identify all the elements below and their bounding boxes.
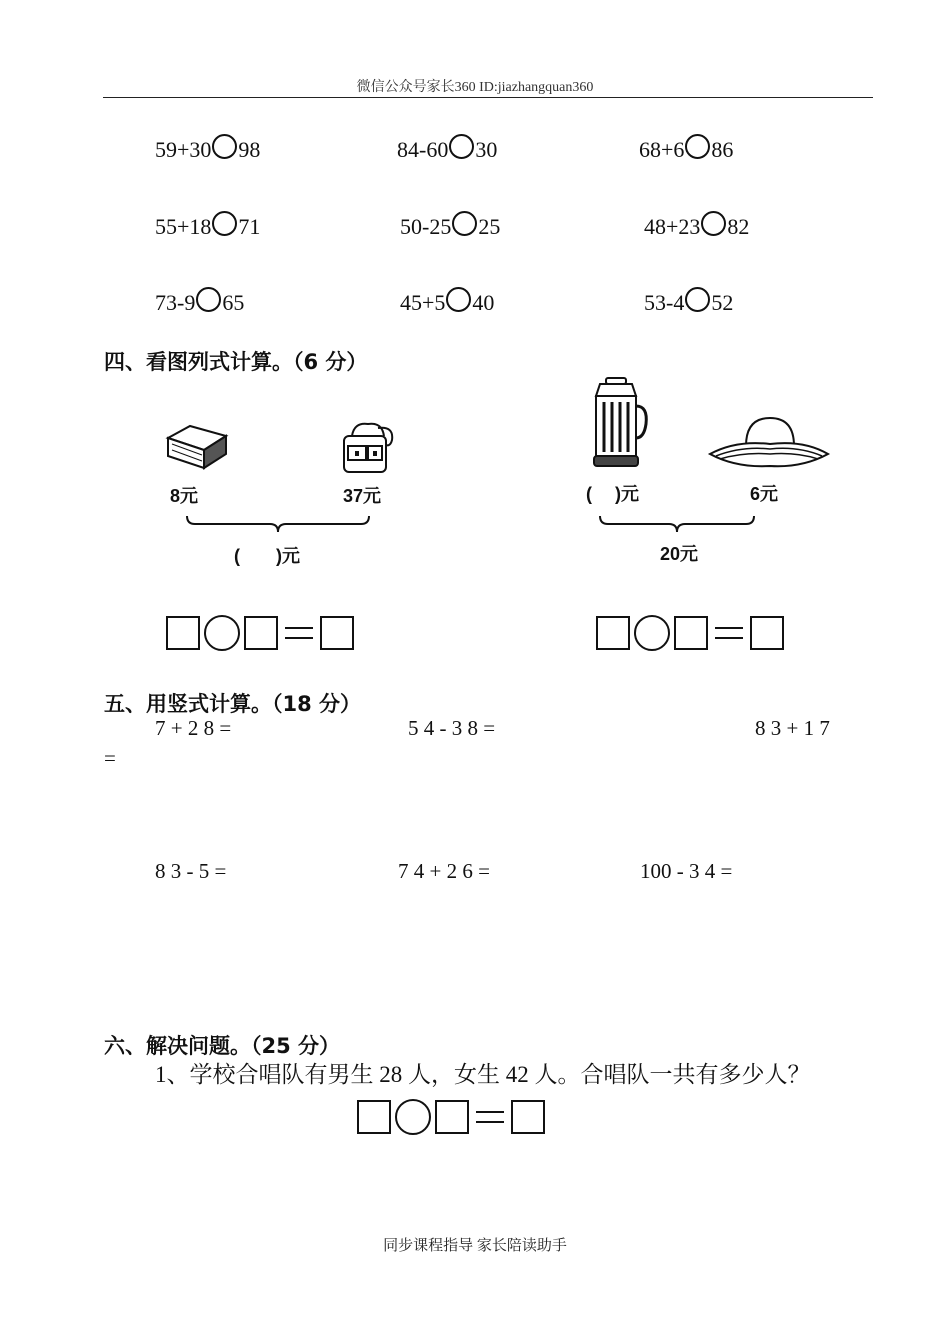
right-equation-boxes (596, 615, 784, 651)
comparison-8: 45+5 40 (400, 287, 494, 316)
vertical-problem-4: 8 3 - 5 = (155, 859, 227, 883)
comparison-9: 53-4 52 (644, 287, 733, 316)
header-rule (103, 97, 873, 98)
bag-price: 37元 (343, 486, 382, 506)
word-problem-1: 1、学校合唱队有男生 28 人，女生 42 人。合唱队一共有多少人？ (155, 1062, 811, 1087)
compare-circle[interactable] (446, 287, 471, 312)
comparison-3: 68+6 86 (639, 134, 733, 163)
schoolbag-icon (338, 418, 398, 476)
answer-box[interactable] (750, 616, 784, 650)
problem-1-equation-boxes (357, 1099, 545, 1135)
flask-price-blank[interactable]: ( )元 (586, 484, 639, 504)
compare-circle[interactable] (452, 211, 477, 236)
vertical-problem-6: 100 - 3 4 = (640, 859, 733, 883)
answer-box[interactable] (166, 616, 200, 650)
book-price: 8元 (170, 486, 199, 506)
compare-circle[interactable] (701, 211, 726, 236)
answer-box[interactable] (244, 616, 278, 650)
book-icon (160, 420, 230, 475)
compare-circle[interactable] (449, 134, 474, 159)
page-header: 微信公众号家长360 ID:jiazhangquan360 (356, 80, 594, 95)
left-equation-boxes (166, 615, 354, 651)
hat-price: 6元 (750, 484, 779, 504)
page-footer: 同步课程指导 家长陪读助手 (383, 1238, 567, 1254)
compare-circle[interactable] (196, 287, 221, 312)
comparison-4: 55+18 71 (155, 211, 260, 240)
section-4-title: 四、看图列式计算。（6 分） (104, 350, 368, 374)
comparison-7: 73-9 65 (155, 287, 244, 316)
thermos-flask-icon (588, 376, 650, 470)
vertical-problem-1: 7 + 2 8 = (155, 716, 232, 740)
left-total-blank[interactable]: ( )元 (234, 546, 300, 566)
answer-box[interactable] (674, 616, 708, 650)
section-5-title: 五、用竖式计算。（18 分） (104, 692, 362, 716)
equals-sign (715, 627, 743, 639)
hat-icon (706, 410, 832, 470)
section-6-title: 六、解决问题。（25 分） (104, 1034, 341, 1058)
answer-box[interactable] (357, 1100, 391, 1134)
right-total-brace (598, 514, 756, 534)
vertical-problem-5: 7 4 + 2 6 = (398, 859, 490, 883)
vertical-problem-2: 5 4 - 3 8 = (408, 716, 496, 740)
compare-circle[interactable] (685, 287, 710, 312)
answer-box[interactable] (435, 1100, 469, 1134)
right-total: 20元 (660, 544, 699, 564)
equals-sign (476, 1111, 504, 1123)
compare-circle[interactable] (685, 134, 710, 159)
vertical-problem-3: 8 3 + 1 7 (755, 716, 830, 740)
comparison-2: 84-60 30 (397, 134, 497, 163)
compare-circle[interactable] (212, 211, 237, 236)
comparison-6: 48+23 82 (644, 211, 749, 240)
operator-circle[interactable] (634, 615, 670, 651)
answer-box[interactable] (596, 616, 630, 650)
left-total-brace (185, 514, 371, 534)
answer-box[interactable] (511, 1100, 545, 1134)
operator-circle[interactable] (204, 615, 240, 651)
answer-box[interactable] (320, 616, 354, 650)
operator-circle[interactable] (395, 1099, 431, 1135)
vertical-problem-3-equals: = (104, 746, 116, 770)
comparison-1: 59+30 98 (155, 134, 260, 163)
equals-sign (285, 627, 313, 639)
comparison-5: 50-25 25 (400, 211, 500, 240)
compare-circle[interactable] (212, 134, 237, 159)
